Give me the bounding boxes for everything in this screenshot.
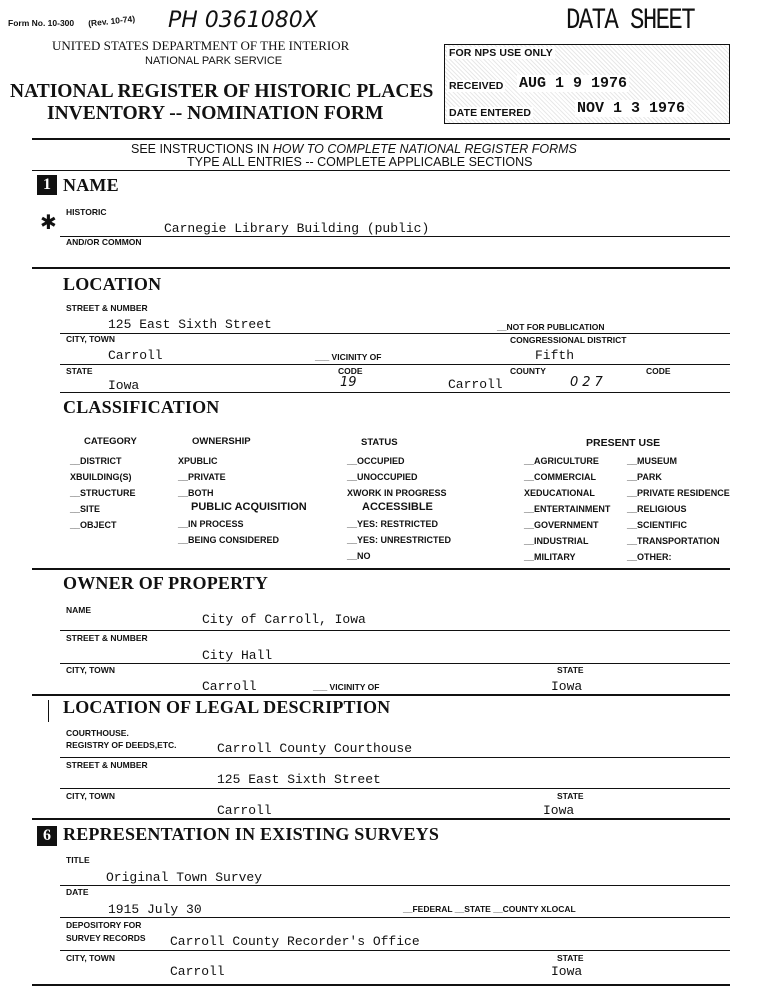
present-use-option: __MUSEUM	[627, 456, 678, 466]
location-city-rule	[60, 364, 730, 365]
classification-section-heading: CLASSIFICATION	[63, 397, 220, 417]
depository-rule	[60, 950, 730, 951]
congressional-district-value: Fifth	[535, 348, 575, 363]
legal-street-rule	[60, 788, 730, 789]
present-use-option: __MILITARY	[524, 552, 576, 562]
present-use-option: XEDUCATIONAL	[524, 488, 595, 498]
instructions-line1	[131, 142, 577, 156]
ownership-option: __PRIVATE	[178, 472, 226, 482]
present-use-option: __SCIENTIFIC	[627, 520, 688, 530]
courthouse-value: Carroll County Courthouse	[217, 741, 413, 756]
accessible-heading: ACCESSIBLE	[362, 501, 433, 513]
acquisition-option: __BEING CONSIDERED	[178, 535, 280, 545]
data-sheet-label: DATA SHEET	[566, 4, 695, 38]
location-county-value: Carroll	[448, 377, 503, 392]
legal-courthouse-rule	[60, 757, 730, 758]
section-divider-5	[32, 818, 730, 820]
section-number-1: 1	[37, 175, 57, 195]
location-state-code-value: 19	[340, 375, 357, 390]
form-title-line1: NATIONAL REGISTER OF HISTORIC PLACES	[10, 81, 434, 102]
present-use-option: __AGRICULTURE	[524, 456, 599, 466]
section-divider-3	[32, 568, 730, 570]
form-number: Form No. 10-300	[8, 18, 75, 28]
margin-mark	[48, 700, 49, 722]
ownership-option: XPUBLIC	[178, 456, 218, 466]
location-city-label: CITY, TOWN	[66, 334, 115, 344]
category-option: __STRUCTURE	[70, 488, 136, 498]
location-street-value: 125 East Sixth Street	[108, 317, 272, 332]
present-use-option: __INDUSTRIAL	[524, 536, 589, 546]
historic-label: HISTORIC	[66, 207, 107, 217]
survey-title-label: TITLE	[66, 855, 90, 865]
location-street-label: STREET & NUMBER	[66, 303, 148, 313]
owner-street-label: STREET & NUMBER	[66, 633, 148, 643]
owner-street-value: City Hall	[202, 648, 273, 663]
historic-name-value: Carnegie Library Building (public)	[164, 221, 430, 236]
section-number-6: 6	[37, 826, 57, 846]
department-name: UNITED STATES DEPARTMENT OF THE INTERIOR	[52, 38, 350, 53]
owner-vicinity-blank: ___	[313, 682, 330, 692]
congressional-district-label: CONGRESSIONAL DISTRICT	[510, 335, 627, 345]
location-county-label: COUNTY	[510, 366, 546, 376]
location-section-heading: LOCATION	[63, 274, 162, 294]
status-option: __UNOCCUPIED	[347, 472, 418, 482]
registry-label: REGISTRY OF DEEDS,ETC.	[66, 740, 177, 750]
surveys-section-heading: REPRESENTATION IN EXISTING SURVEYS	[63, 824, 440, 844]
survey-state-value: Iowa	[551, 964, 583, 979]
owner-vicinity-text: VICINITY OF	[329, 682, 380, 692]
instructions-divider	[32, 170, 730, 171]
category-heading: CATEGORY	[84, 436, 137, 447]
survey-records-label: SURVEY RECORDS	[66, 933, 146, 943]
header-divider	[32, 138, 730, 140]
status-heading: STATUS	[361, 437, 398, 448]
survey-state-label: STATE	[557, 953, 584, 963]
form-revision: (Rev. 10-74)	[87, 13, 136, 29]
accessible-option: __YES: RESTRICTED	[347, 519, 439, 529]
depository-value: Carroll County Recorder's Office	[170, 934, 420, 949]
accessible-option: __NO	[347, 551, 371, 561]
location-vicinity-label	[315, 352, 381, 362]
survey-level-options: __FEDERAL __STATE __COUNTY XLOCAL	[403, 904, 576, 914]
location-county-code-label: CODE	[646, 366, 671, 376]
received-label: RECEIVED	[449, 80, 504, 92]
survey-date-rule	[60, 917, 730, 918]
acquisition-option: __IN PROCESS	[178, 519, 244, 529]
owner-street-rule	[60, 663, 730, 664]
owner-state-label: STATE	[557, 665, 584, 675]
not-for-publication: __NOT FOR PUBLICATION	[497, 322, 605, 332]
survey-city-label: CITY, TOWN	[66, 953, 115, 963]
status-option: XWORK IN PROGRESS	[347, 488, 447, 498]
present-use-option: __RELIGIOUS	[627, 504, 687, 514]
vicinity-blank: ___	[315, 352, 332, 362]
bottom-divider	[32, 984, 730, 986]
survey-date-value: 1915 July 30	[108, 902, 202, 917]
owner-city-value: Carroll	[202, 679, 257, 694]
survey-date-label: DATE	[66, 887, 89, 897]
present-use-option: __COMMERCIAL	[524, 472, 597, 482]
survey-city-value: Carroll	[170, 964, 225, 979]
owner-name-label: NAME	[66, 605, 92, 615]
section-divider-4	[32, 694, 730, 696]
nps-use-box	[444, 44, 730, 124]
asterisk-mark: ✱	[40, 210, 57, 234]
location-state-label: STATE	[66, 366, 93, 376]
depository-label: DEPOSITORY FOR	[66, 920, 142, 930]
location-code-label: CODE	[338, 366, 363, 376]
present-use-option: __ENTERTAINMENT	[524, 504, 611, 514]
owner-section-heading: OWNER OF PROPERTY	[63, 573, 269, 593]
nps-use-label: FOR NPS USE ONLY	[449, 47, 553, 59]
category-option: __SITE	[70, 504, 101, 514]
owner-city-label: CITY, TOWN	[66, 665, 115, 675]
present-use-option: __GOVERNMENT	[524, 520, 599, 530]
date-entered-label: DATE ENTERED	[449, 107, 532, 119]
category-option: XBUILDING(S)	[70, 472, 132, 482]
common-name-label: AND/OR COMMON	[66, 237, 142, 247]
location-city-value: Carroll	[108, 348, 163, 363]
instructions-prefix: SEE INSTRUCTIONS IN	[131, 142, 273, 156]
legal-section-heading: LOCATION OF LEGAL DESCRIPTION	[63, 697, 391, 717]
legal-state-label: STATE	[557, 791, 584, 801]
location-state-value: Iowa	[108, 378, 140, 389]
location-state-rule	[60, 392, 730, 393]
present-use-option: __PRIVATE RESIDENCE	[627, 488, 730, 498]
category-option: __OBJECT	[70, 520, 117, 530]
legal-city-value: Carroll	[217, 803, 272, 818]
owner-name-value: City of Carroll, Iowa	[202, 612, 366, 627]
ownership-option: __BOTH	[178, 488, 214, 498]
category-option: __DISTRICT	[70, 456, 122, 466]
legal-street-label: STREET & NUMBER	[66, 760, 148, 770]
survey-title-rule	[60, 885, 730, 886]
public-acquisition-heading: PUBLIC ACQUISITION	[191, 501, 307, 513]
survey-title-value: Original Town Survey	[106, 870, 263, 885]
accessible-option: __YES: UNRESTRICTED	[347, 535, 452, 545]
present-use-option: __PARK	[627, 472, 662, 482]
instructions-line2: TYPE ALL ENTRIES -- COMPLETE APPLICABLE SECTIONS	[187, 155, 533, 169]
present-use-heading: PRESENT USE	[586, 437, 661, 449]
handwritten-reference: PH 0361080X	[168, 8, 318, 33]
received-stamp: AUG 1 9 1976	[519, 75, 628, 92]
legal-street-value: 125 East Sixth Street	[217, 772, 381, 787]
service-name: NATIONAL PARK SERVICE	[145, 55, 283, 67]
location-county-code-value: 027	[570, 375, 607, 390]
present-use-option: __OTHER:	[627, 552, 672, 562]
section-divider-1	[32, 267, 730, 269]
owner-vicinity-label	[313, 682, 379, 692]
instructions-title: HOW TO COMPLETE NATIONAL REGISTER FORMS	[272, 142, 577, 156]
present-use-option: __TRANSPORTATION	[627, 536, 720, 546]
ownership-heading: OWNERSHIP	[192, 436, 251, 447]
legal-city-label: CITY, TOWN	[66, 791, 115, 801]
status-option: __OCCUPIED	[347, 456, 405, 466]
vicinity-text: VICINITY OF	[331, 352, 382, 362]
courthouse-label: COURTHOUSE.	[66, 728, 129, 738]
location-street-rule	[60, 333, 730, 334]
legal-state-value: Iowa	[543, 803, 575, 818]
owner-name-rule	[60, 630, 730, 631]
name-section-heading: NAME	[63, 175, 119, 195]
owner-state-value: Iowa	[551, 679, 583, 694]
historic-rule	[60, 236, 730, 237]
date-entered-stamp: NOV 1 3 1976	[577, 100, 686, 117]
form-title-line2: INVENTORY -- NOMINATION FORM	[47, 103, 384, 124]
